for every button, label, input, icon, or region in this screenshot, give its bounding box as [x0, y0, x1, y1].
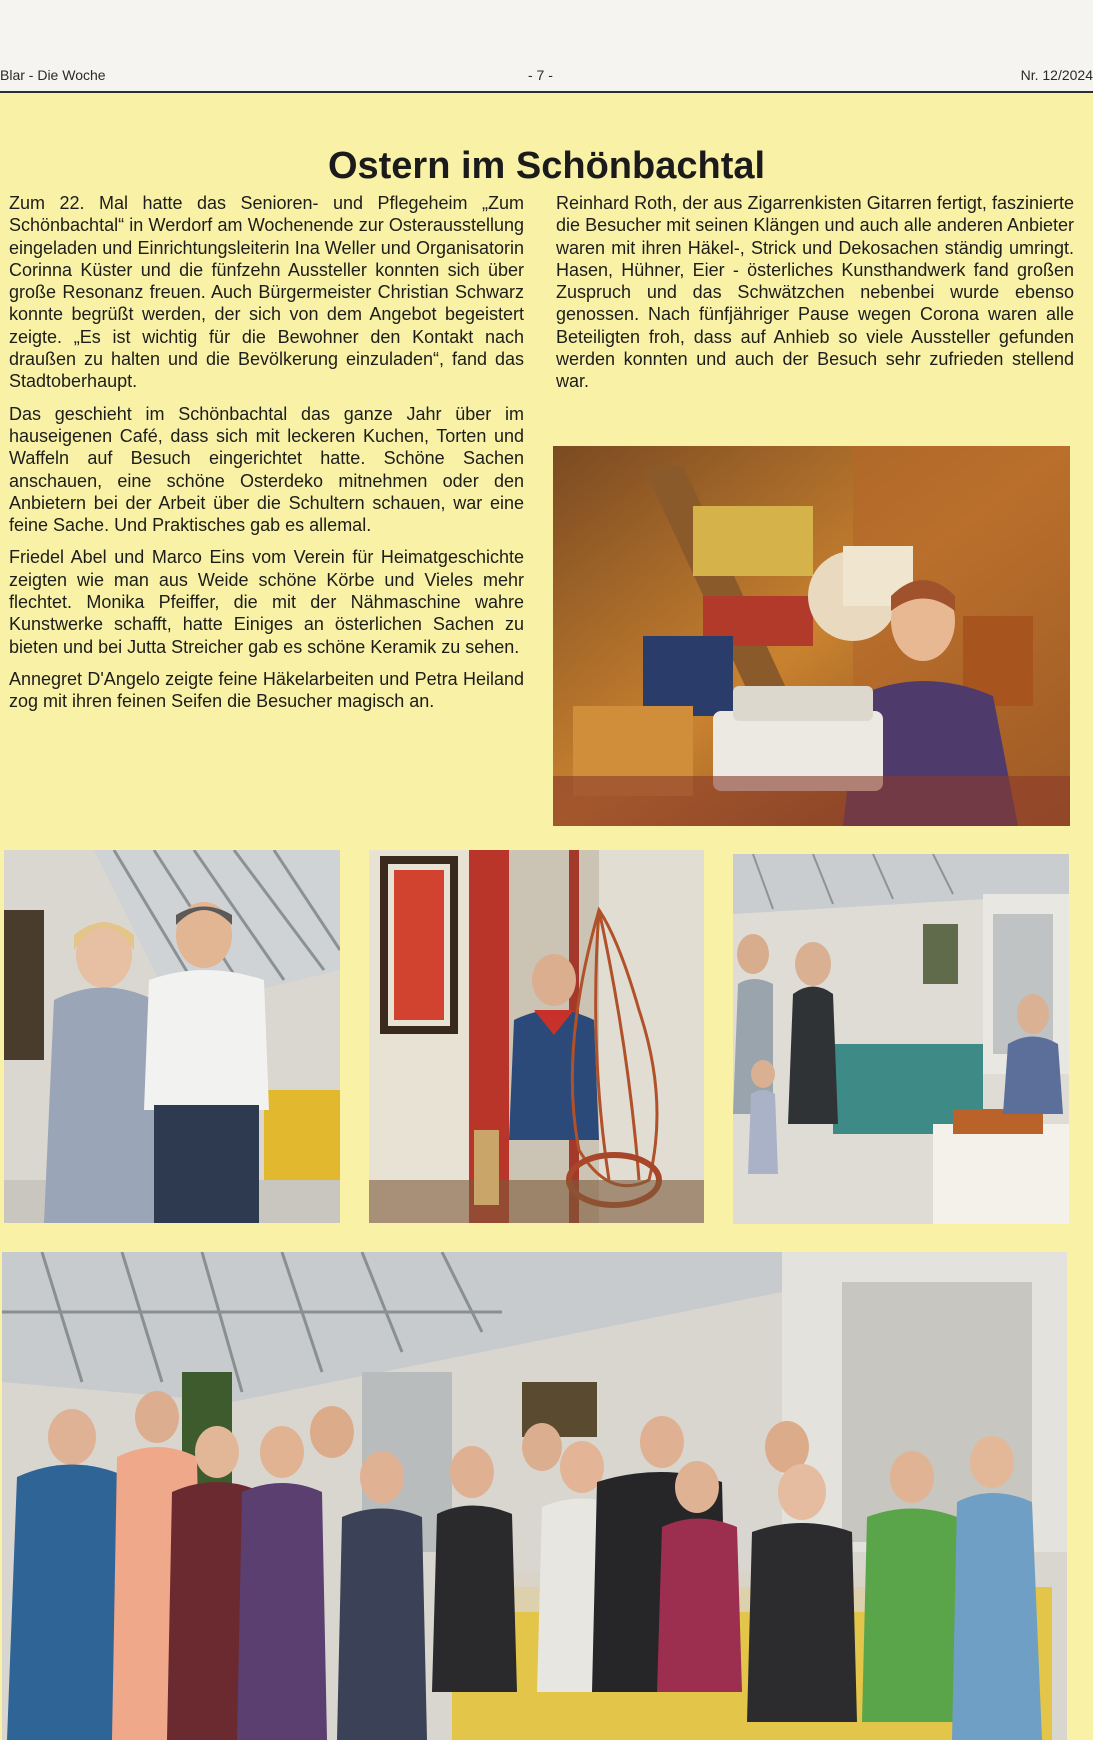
header-issue-number: Nr. 12/2024: [1020, 67, 1093, 83]
article-paragraph: Annegret D'Angelo zeigte feine Häkelarbeiten und Petra Heiland zog mit ihren feinen Seifen die Besucher magisch an.: [9, 668, 524, 712]
photo-group-of-exhibitors: [2, 1252, 1067, 1740]
article-headline: Ostern im Schönbachtal: [327, 145, 766, 187]
photo-exhibition-hall-visitors: [733, 854, 1069, 1224]
photo-seamstress-at-sewing-machine: [553, 446, 1070, 826]
article-column-left: [9, 192, 524, 723]
header-page-number: - 7 -: [528, 67, 553, 83]
article-paragraph: Das geschieht im Schönbachtal das ganze Jahr über im hauseigenen Café, dass sich mit leckeren Kuchen, Torten und Waffeln auf Besuch eingerichtet hatte. Schöne Sachen anschauen, eine schöne Osterdeko mitnehmen oder den Anbietern bei der Arbeit über die Schultern schauen, war eine feine Sache. Und Praktisches gab es allemal.: [9, 403, 524, 536]
article-paragraph: Friedel Abel und Marco Eins vom Verein für Heimatgeschichte zeigten wie man aus Weide schöne Körbe und Vieles mehr flechtet. Monika Pfeiffer, die mit der Nähmaschine wahre Kunstwerke schafft, hatte Einiges an österlichen Sachen zu bieten und bei Jutta Streicher gab es schöne Keramik zu sehen.: [9, 547, 524, 657]
photo-mayor-and-director: [4, 850, 340, 1223]
article-column-right: [556, 192, 1074, 403]
header-publication: Blar - Die Woche: [0, 67, 106, 83]
article-paragraph: Zum 22. Mal hatte das Senioren- und Pflegeheim „Zum Schönbachtal“ in Werdorf am Wochenende zur Osterausstellung eingeladen und Einrichtungsleiterin Ina Weller und Organisatorin Corinna Küster und die fünfzehn Aussteller konnten sich über große Resonanz freuen. Auch Bürgermeister Christian Schwarz konnte begrüßt werden, der sich von dem Angebot begeistert zeigte. „Es ist wichtig für die Bewohner den Kontakt nach draußen zu halten und die Bevölkerung einzuladen“, fand das Stadtoberhaupt.: [9, 193, 524, 392]
photo-basket-weaver: [369, 850, 704, 1223]
article-paragraph: Reinhard Roth, der aus Zigarrenkisten Gitarren fertigt, faszinierte die Besucher mit seinen Klängen und auch alle anderen Anbieter waren mit ihren Häkel-, Strick und Dekosachen ständig umringt. Hasen, Hühner, Eier - österliches Kunsthandwerk fand großen Zuspruch und das Schwätzchen nebenbei wurde ebenso genossen. Nach fünfjähriger Pause wegen Corona waren alle Beteiligten froh, dass auf Anhieb so viele Aussteller gefunden werden konnten und auch der Besuch sehr zufrieden stellend war.: [556, 193, 1074, 392]
